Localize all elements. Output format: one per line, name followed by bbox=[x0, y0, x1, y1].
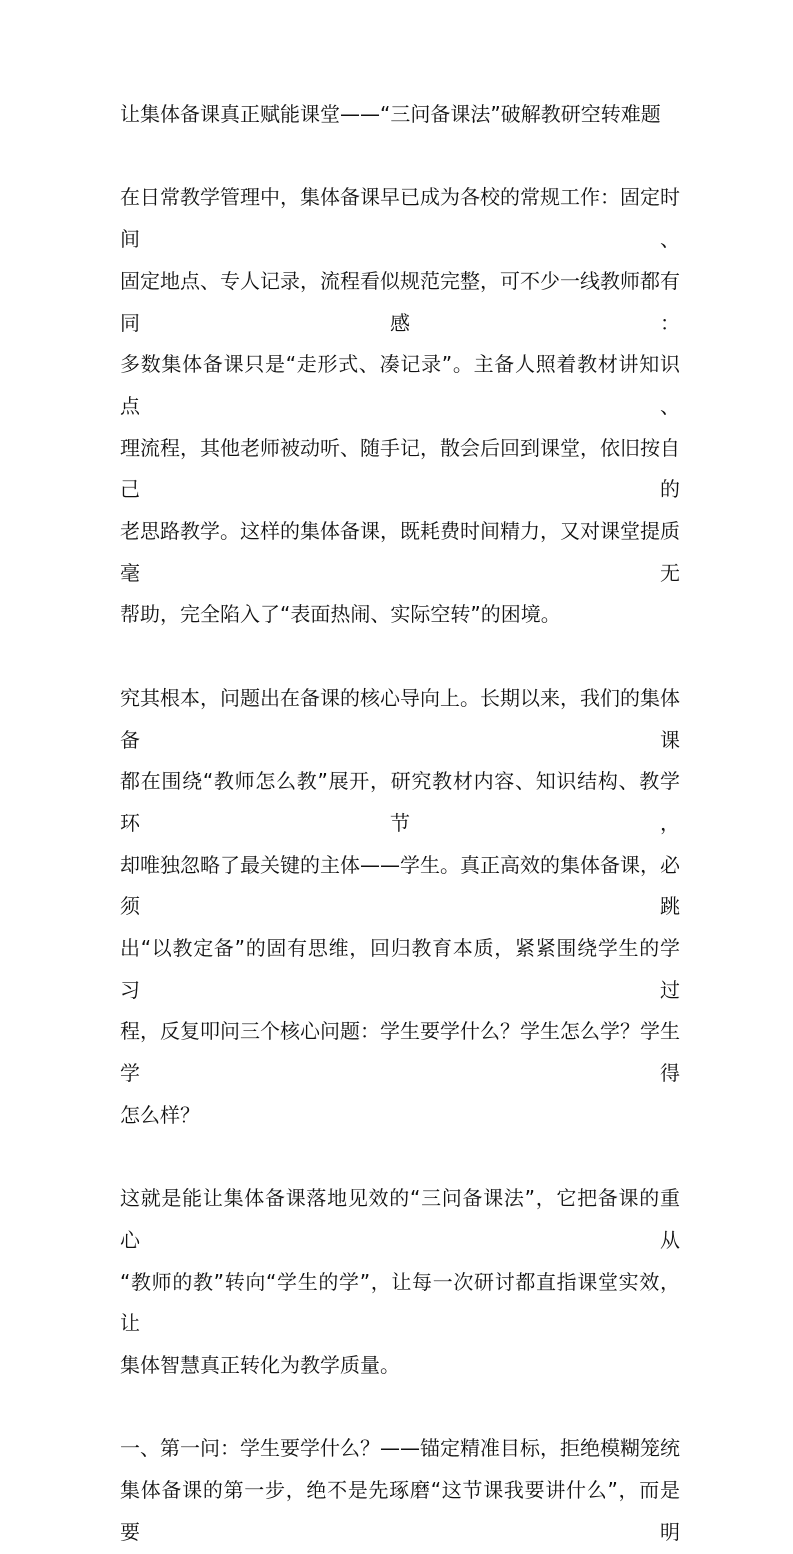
blank-line bbox=[120, 636, 680, 678]
blank-line bbox=[120, 136, 680, 178]
text-line: 固定地点、专人记录，流程看似规范完整，可不少一线教师都有同感： bbox=[120, 268, 680, 335]
text-line: 都在围绕“教师怎么教”展开，研究教材内容、知识结构、教学环节， bbox=[120, 769, 680, 835]
text-line: 在日常教学管理中，集体备课早已成为各校的常规工作：固定时间、 bbox=[120, 185, 680, 252]
text-line: 帮助，完全陷入了“表面热闹、实际空转”的困境。 bbox=[120, 602, 561, 627]
paragraph-3 bbox=[120, 1178, 680, 1387]
text-line: 理流程，其他老师被动听、随手记，散会后回到课堂，依旧按自己的 bbox=[120, 435, 680, 502]
text-line: 老思路教学。这样的集体备课，既耗费时间精力，又对课堂提质毫无 bbox=[120, 519, 680, 585]
text-line: 集体智慧真正转化为教学质量。 bbox=[120, 1353, 400, 1378]
text-line: 集体备课的第一步，绝不是先琢磨“这节课我要讲什么”，而是要明 bbox=[120, 1478, 680, 1544]
text-line: 究其根本，问题出在备课的核心导向上。长期以来，我们的集体备课 bbox=[120, 685, 680, 752]
text-line: 多数集体备课只是“走形式、凑记录”。主备人照着教材讲知识点、 bbox=[120, 352, 680, 418]
document-title: 让集体备课真正赋能课堂——“三问备课法”破解教研空转难题 bbox=[120, 102, 661, 126]
paragraph-2 bbox=[120, 678, 680, 1137]
text-line: 怎么样？ bbox=[120, 1102, 200, 1127]
text-line: “教师的教”转向“学生的学”，让每一次研讨都直指课堂实效，让 bbox=[120, 1269, 680, 1336]
text-line: 这就是能让集体备课落地见效的“三问备课法”，它把备课的重心从 bbox=[120, 1186, 680, 1252]
section-heading: 一、第一问：学生要学什么？——锚定精准目标，拒绝模糊笼统 bbox=[120, 1436, 680, 1461]
blank-line bbox=[120, 1387, 680, 1429]
text-line: 却唯独忽略了最关键的主体——学生。真正高效的集体备课，必须跳 bbox=[120, 852, 680, 919]
document-page bbox=[120, 94, 680, 1554]
text-line: 程，反复叩问三个核心问题：学生要学什么？学生怎么学？学生学得 bbox=[120, 1019, 680, 1086]
text-line: 出“以教定备”的固有思维，回归教育本质，紧紧围绕学生的学习过 bbox=[120, 936, 680, 1002]
paragraph-1 bbox=[120, 177, 680, 636]
blank-line bbox=[120, 1137, 680, 1179]
